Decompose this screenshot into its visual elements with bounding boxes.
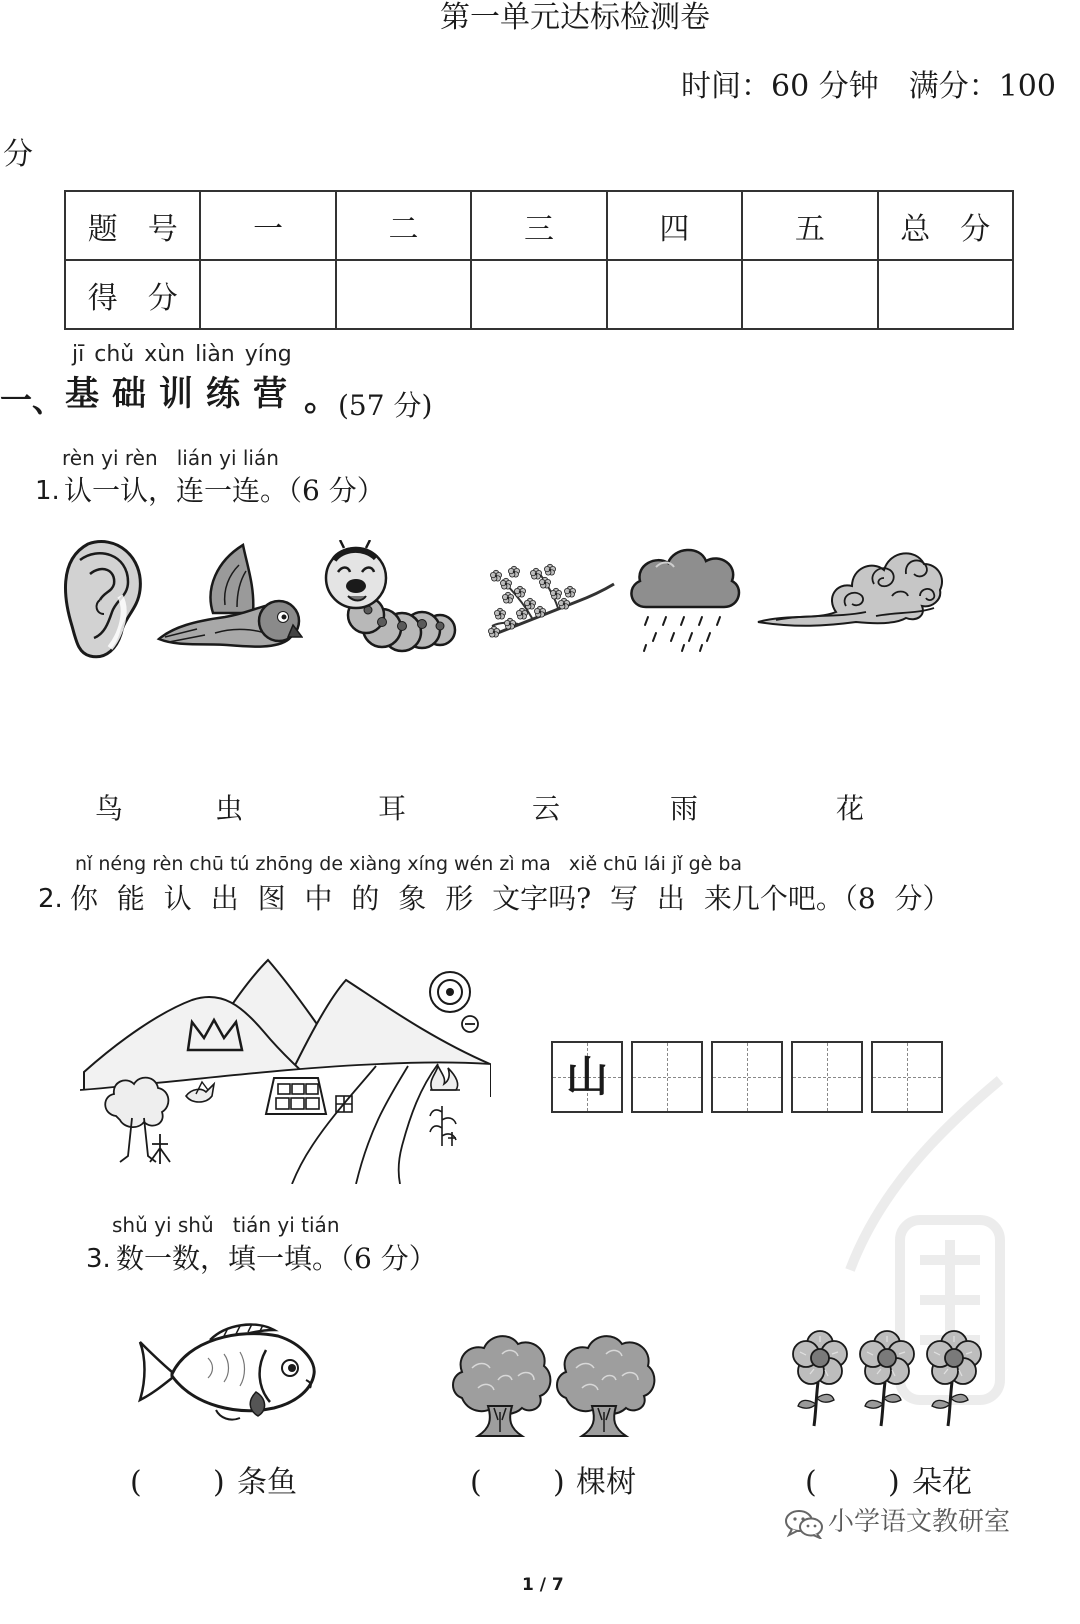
- flower-branch-icon: [488, 552, 616, 644]
- score-cell: [200, 260, 335, 329]
- wechat-icon: [784, 1509, 824, 1539]
- score-cell: [878, 260, 1013, 329]
- flower-icon: [788, 1328, 988, 1428]
- answer-unit: 朵花: [912, 1465, 972, 1500]
- question-1-prompt: 认一认，连一连。（6 分）: [64, 474, 385, 507]
- question-3-prompt: 数一数，填一填。（6 分）: [116, 1242, 437, 1275]
- question-3-number: 3.: [86, 1244, 111, 1274]
- watermark-text: 小学语文教研室: [828, 1507, 1011, 1537]
- section-title: 基础训练营: [65, 374, 300, 414]
- score-table-column: 四: [607, 191, 742, 260]
- tree-icon: [448, 1328, 658, 1440]
- exam-info-wrap: 分: [3, 137, 33, 172]
- cloud-icon: [756, 538, 946, 633]
- bird-icon: [155, 543, 303, 653]
- writing-box: [551, 1041, 623, 1113]
- score-table: [64, 190, 1014, 330]
- score-table-score-row: [65, 260, 1013, 329]
- section-title-mark: 。: [304, 379, 338, 419]
- section-points: (57 分): [338, 389, 433, 422]
- answer-open-paren: (: [805, 1465, 817, 1500]
- exam-info: 时间：60 分钟 满分：100: [681, 69, 1056, 104]
- writing-box: [631, 1041, 703, 1113]
- score-table-column: 二: [336, 191, 471, 260]
- writing-box: [711, 1041, 783, 1113]
- score-cell: [742, 260, 877, 329]
- section-number: 一、: [0, 381, 65, 419]
- question-2-pinyin: nǐ néng rèn chū tú zhōng de xiàng xíng wén zì ma xiě chū lái jǐ gè ba: [75, 853, 743, 875]
- fish-icon: [138, 1318, 318, 1423]
- rain-cloud-icon: [626, 543, 744, 653]
- score-table-column: 总 分: [878, 191, 1013, 260]
- ear-icon: [60, 538, 145, 663]
- answer-unit: 棵树: [576, 1465, 636, 1500]
- character-rain: 雨: [670, 792, 699, 825]
- question-1-number: 1.: [35, 476, 60, 506]
- sample-character: 山: [565, 1052, 608, 1101]
- page-title: 第一单元达标检测卷: [440, 0, 710, 35]
- score-table-row-label: 得 分: [65, 260, 200, 329]
- answer-close-paren: ): [213, 1465, 225, 1500]
- answer-open-paren: (: [130, 1465, 142, 1500]
- score-cell: [336, 260, 471, 329]
- page-number: 1 / 7: [522, 1575, 564, 1595]
- score-table-header-row: [65, 191, 1013, 260]
- score-cell: [471, 260, 606, 329]
- question-2-number: 2.: [38, 884, 63, 914]
- caterpillar-icon: [320, 540, 458, 658]
- character-flower: 花: [836, 792, 865, 825]
- character-ear: 耳: [378, 792, 407, 825]
- score-table-column: 五: [742, 191, 877, 260]
- question-3-pinyin: shǔ yi shǔ tián yi tián: [112, 1213, 340, 1237]
- character-cloud: 云: [532, 792, 561, 825]
- score-table-column: 一: [200, 191, 335, 260]
- answer-unit: 条鱼: [237, 1465, 297, 1500]
- question-2-prompt: 你 能 认 出 图 中 的 象 形 文字吗? 写 出 来几个吧。（8 分）: [70, 882, 951, 915]
- score-table-column: 三: [471, 191, 606, 260]
- pictograph-landscape-icon: [80, 956, 492, 1184]
- character-insect: 虫: [215, 792, 244, 825]
- answer-close-paren: ): [888, 1465, 900, 1500]
- score-cell: [607, 260, 742, 329]
- question-1-pinyin: rèn yi rèn lián yi lián: [62, 446, 279, 470]
- section-pinyin: jī chǔ xùn liàn yíng: [72, 342, 292, 367]
- character-bird: 鸟: [95, 792, 124, 825]
- score-table-row-label: 题 号: [65, 191, 200, 260]
- answer-open-paren: (: [470, 1465, 482, 1500]
- answer-close-paren: ): [553, 1465, 565, 1500]
